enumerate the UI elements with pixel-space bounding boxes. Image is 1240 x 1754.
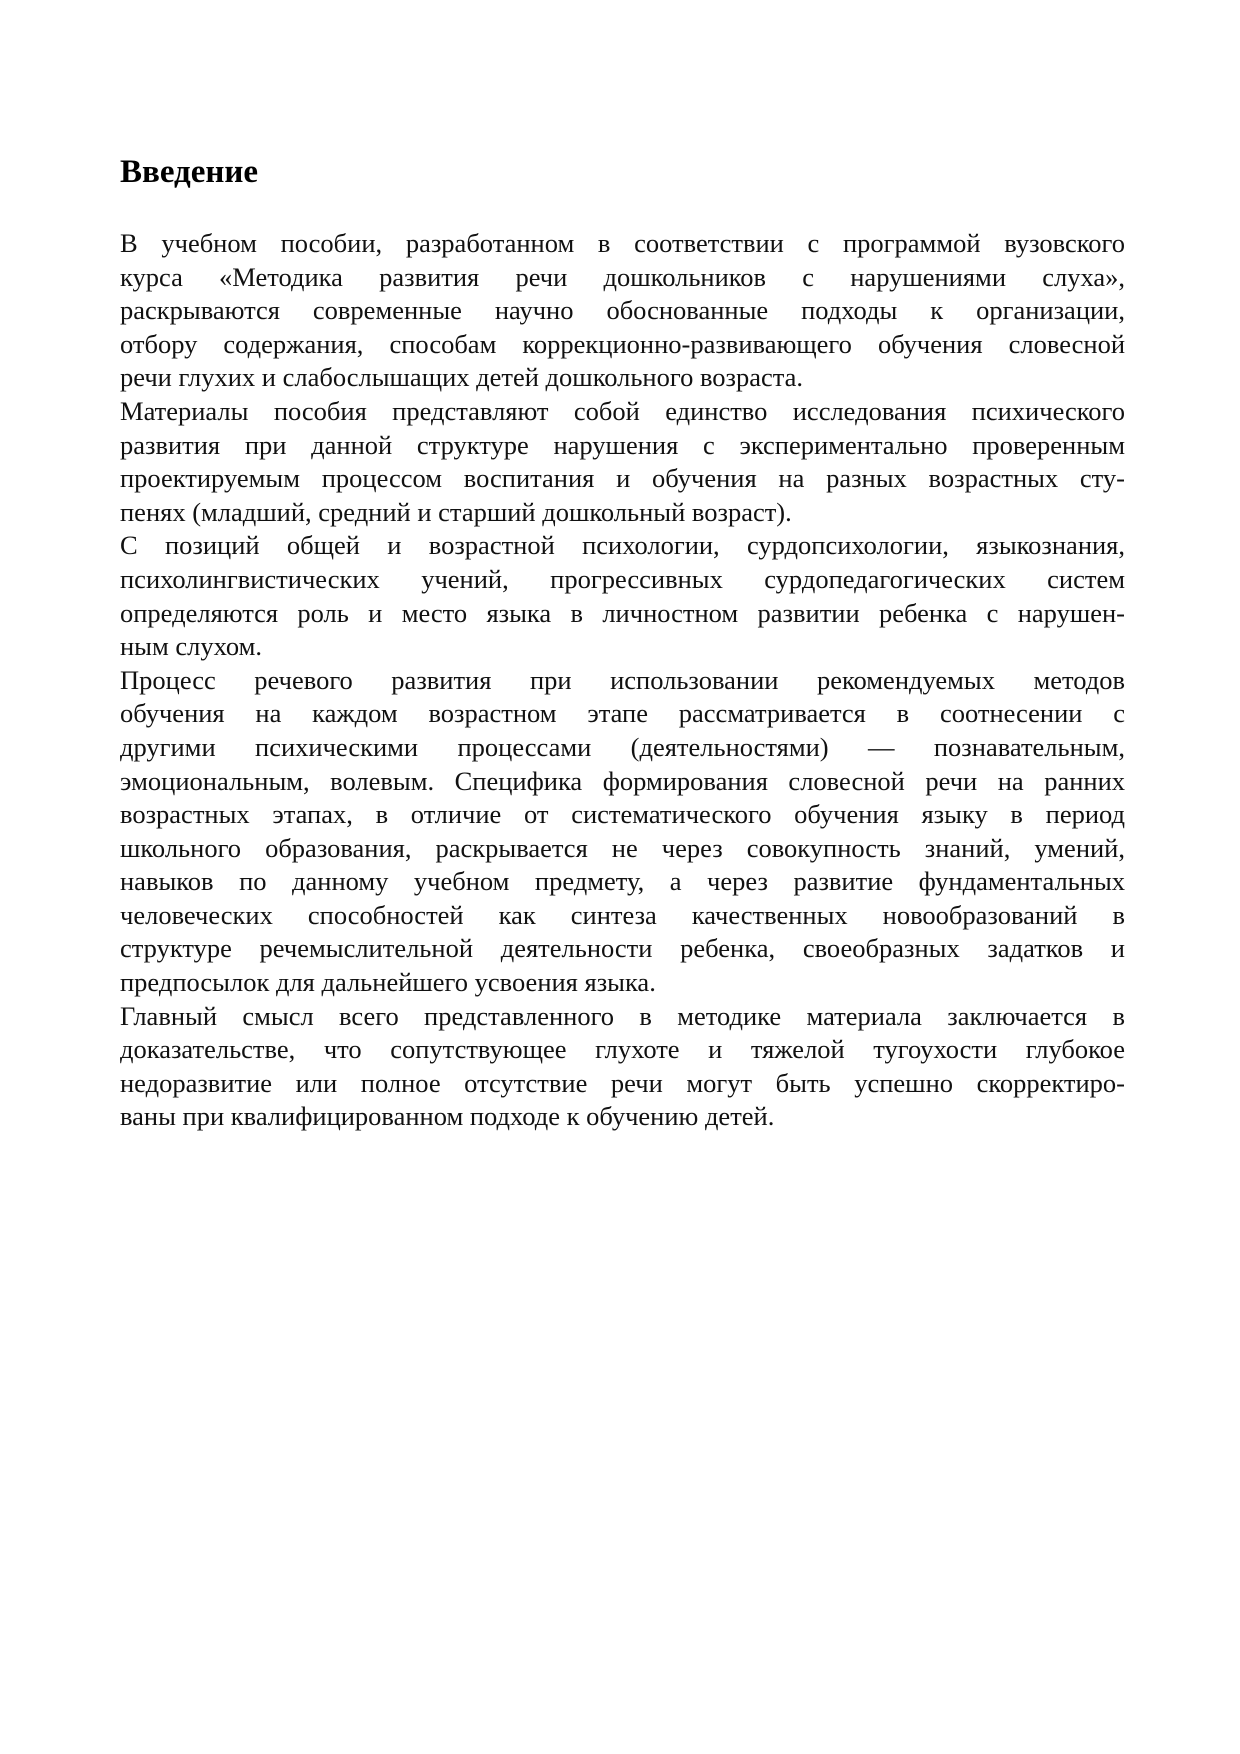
paragraph-1: [120, 227, 1125, 395]
text-line: структуре речемыслительной деятельности ребенка, своеобразных задатков и: [120, 933, 1125, 964]
paragraph-3: [120, 529, 1125, 663]
text-line: раскрываются современные научно обоснованные подходы к организации,: [120, 295, 1125, 326]
text-line: С позиций общей и возрастной психологии, сурдопсихологии, языкознания,: [120, 530, 1125, 561]
text-line: другими психическими процессами (деятельностями) — познавательным,: [120, 731, 1125, 762]
text-line: В учебном пособии, разработанном в соответствии с программой вузовского: [120, 228, 1125, 258]
text-line: пенях (младший, средний и старший дошкольный возраст).: [120, 496, 792, 527]
text-line: речи глухих и слабослышащих детей дошкольного возраста.: [120, 362, 804, 393]
text-line: Главный смысл всего представленного в методике материала заключается в: [120, 1000, 1125, 1031]
paragraph-4: [120, 664, 1125, 1000]
page-title: Введение: [120, 154, 259, 190]
text-line: ным слухом.: [120, 631, 262, 662]
text-line: Процесс речевого развития при использовании рекомендуемых методов: [120, 664, 1125, 695]
text-line: проектируемым процессом воспитания и обучения на разных возрастных сту-: [120, 463, 1125, 494]
text-line: недоразвитие или полное отсутствие речи могут быть успешно скорректиро-: [120, 1067, 1125, 1098]
text-line: доказательстве, что сопутствующее глухоте и тяжелой тугоухости глубокое: [120, 1034, 1125, 1065]
text-line: психолингвистических учений, прогрессивных сурдопедагогических систем: [120, 563, 1125, 594]
text-line: навыков по данному учебном предмету, а через развитие фундаментальных: [120, 866, 1125, 897]
text-line: предпосылок для дальнейшего усвоения языка.: [120, 967, 656, 998]
text-line: определяются роль и место языка в личностном развитии ребенка с нарушен-: [120, 597, 1125, 628]
text-line: эмоциональным, волевым. Специфика формирования словесной речи на ранних: [120, 765, 1125, 796]
text-line: ваны при квалифицированном подходе к обучению детей.: [120, 1101, 775, 1132]
text-line: обучения на каждом возрастном этапе рассматривается в соотнесении с: [120, 698, 1125, 729]
text-line: отбору содержания, способам коррекционно-развивающего обучения словесной: [120, 328, 1125, 359]
text-line: школьного образования, раскрывается не через совокупность знаний, умений,: [120, 832, 1125, 863]
paragraph-2: [120, 395, 1125, 529]
text-line: возрастных этапах, в отличие от систематического обучения языку в период: [120, 799, 1125, 830]
text-line: человеческих способностей как синтеза качественных новообразований в: [120, 899, 1125, 930]
text-line: курса «Методика развития речи дошкольников с нарушениями слуха»,: [120, 261, 1125, 292]
paragraph-5: [120, 1000, 1125, 1134]
text-line: Материалы пособия представляют собой единство исследования психического: [120, 395, 1125, 426]
body-text: [120, 227, 1125, 1134]
text-line: развития при данной структуре нарушения с экспериментально проверенным: [120, 429, 1125, 460]
